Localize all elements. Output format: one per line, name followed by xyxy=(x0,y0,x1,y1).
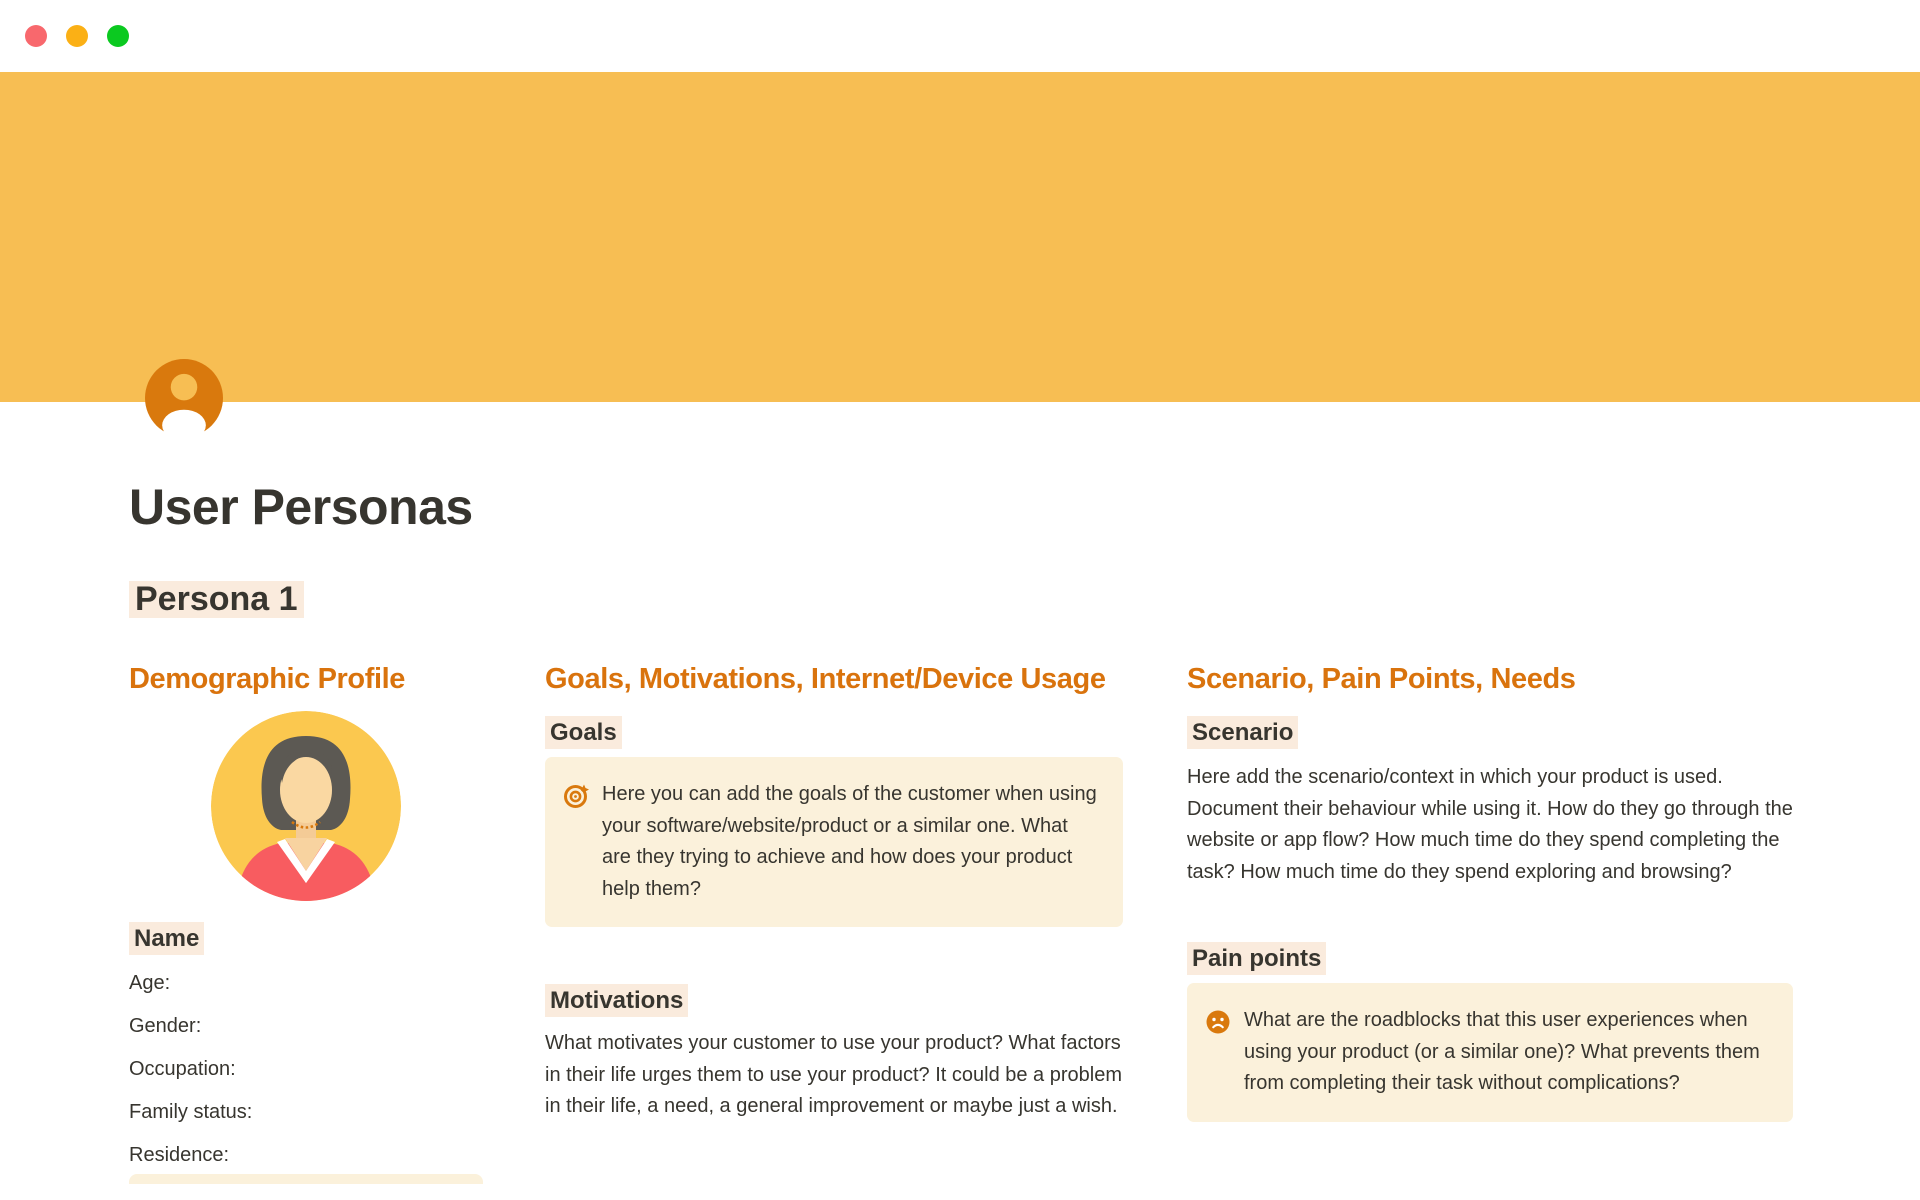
name-label: Name xyxy=(129,922,204,955)
page-content xyxy=(129,402,1793,1184)
window-titlebar xyxy=(0,0,1920,72)
scenario-label: Scenario xyxy=(1187,716,1298,749)
goals-column-heading: Goals, Motivations, Internet/Device Usage xyxy=(545,663,1106,695)
window-minimize-button[interactable] xyxy=(66,25,88,47)
field-occupation[interactable]: Occupation: xyxy=(129,1058,236,1080)
column-goals-motivations xyxy=(545,660,1123,1123)
callout-block-partial xyxy=(129,1174,483,1184)
page-cover-banner[interactable] xyxy=(0,72,1920,402)
field-age[interactable]: Age: xyxy=(129,972,171,994)
pain-points-callout-text: What are the roadblocks that this user experiences when using your product (or a similar one)? What prevents them from completing their task without complications? xyxy=(1244,1009,1760,1094)
scenario-text: Here add the scenario/context in which your product is used. Document their behaviour while using it. How do they go through the website or app flow? How much time do they spend completing the task? How much time do they spend exploring and browsing? xyxy=(1187,766,1793,883)
woman-avatar-illustration xyxy=(211,711,401,901)
goals-label: Goals xyxy=(545,716,622,749)
window-close-button[interactable] xyxy=(25,25,47,47)
three-column-layout xyxy=(129,660,1793,1184)
column-scenario-painpoints xyxy=(1187,660,1793,1122)
window-zoom-button[interactable] xyxy=(107,25,129,47)
field-family-status[interactable]: Family status: xyxy=(129,1101,253,1123)
persona-heading: Persona 1 xyxy=(129,581,304,618)
goals-callout-text: Here you can add the goals of the customer when using your software/website/product or a similar one. What are they trying to achieve and how does your product help them? xyxy=(602,783,1097,900)
pain-points-callout[interactable] xyxy=(1187,983,1793,1122)
scenario-column-heading: Scenario, Pain Points, Needs xyxy=(1187,663,1576,695)
target-icon xyxy=(563,783,589,809)
demographic-heading: Demographic Profile xyxy=(129,663,406,695)
column-demographic xyxy=(129,660,483,1184)
motivations-label: Motivations xyxy=(545,984,688,1017)
field-gender[interactable]: Gender: xyxy=(129,1015,202,1037)
motivations-text: What motivates your customer to use your product? What factors in their life urges them to use your product? It could be a problem in their life, a need, a general improvement or maybe just a wish. xyxy=(545,1032,1122,1117)
field-residence[interactable]: Residence: xyxy=(129,1144,230,1166)
sad-face-icon xyxy=(1205,1009,1231,1035)
goals-callout[interactable] xyxy=(545,757,1123,927)
pain-points-label: Pain points xyxy=(1187,942,1326,975)
page-title: User Personas xyxy=(129,479,473,535)
